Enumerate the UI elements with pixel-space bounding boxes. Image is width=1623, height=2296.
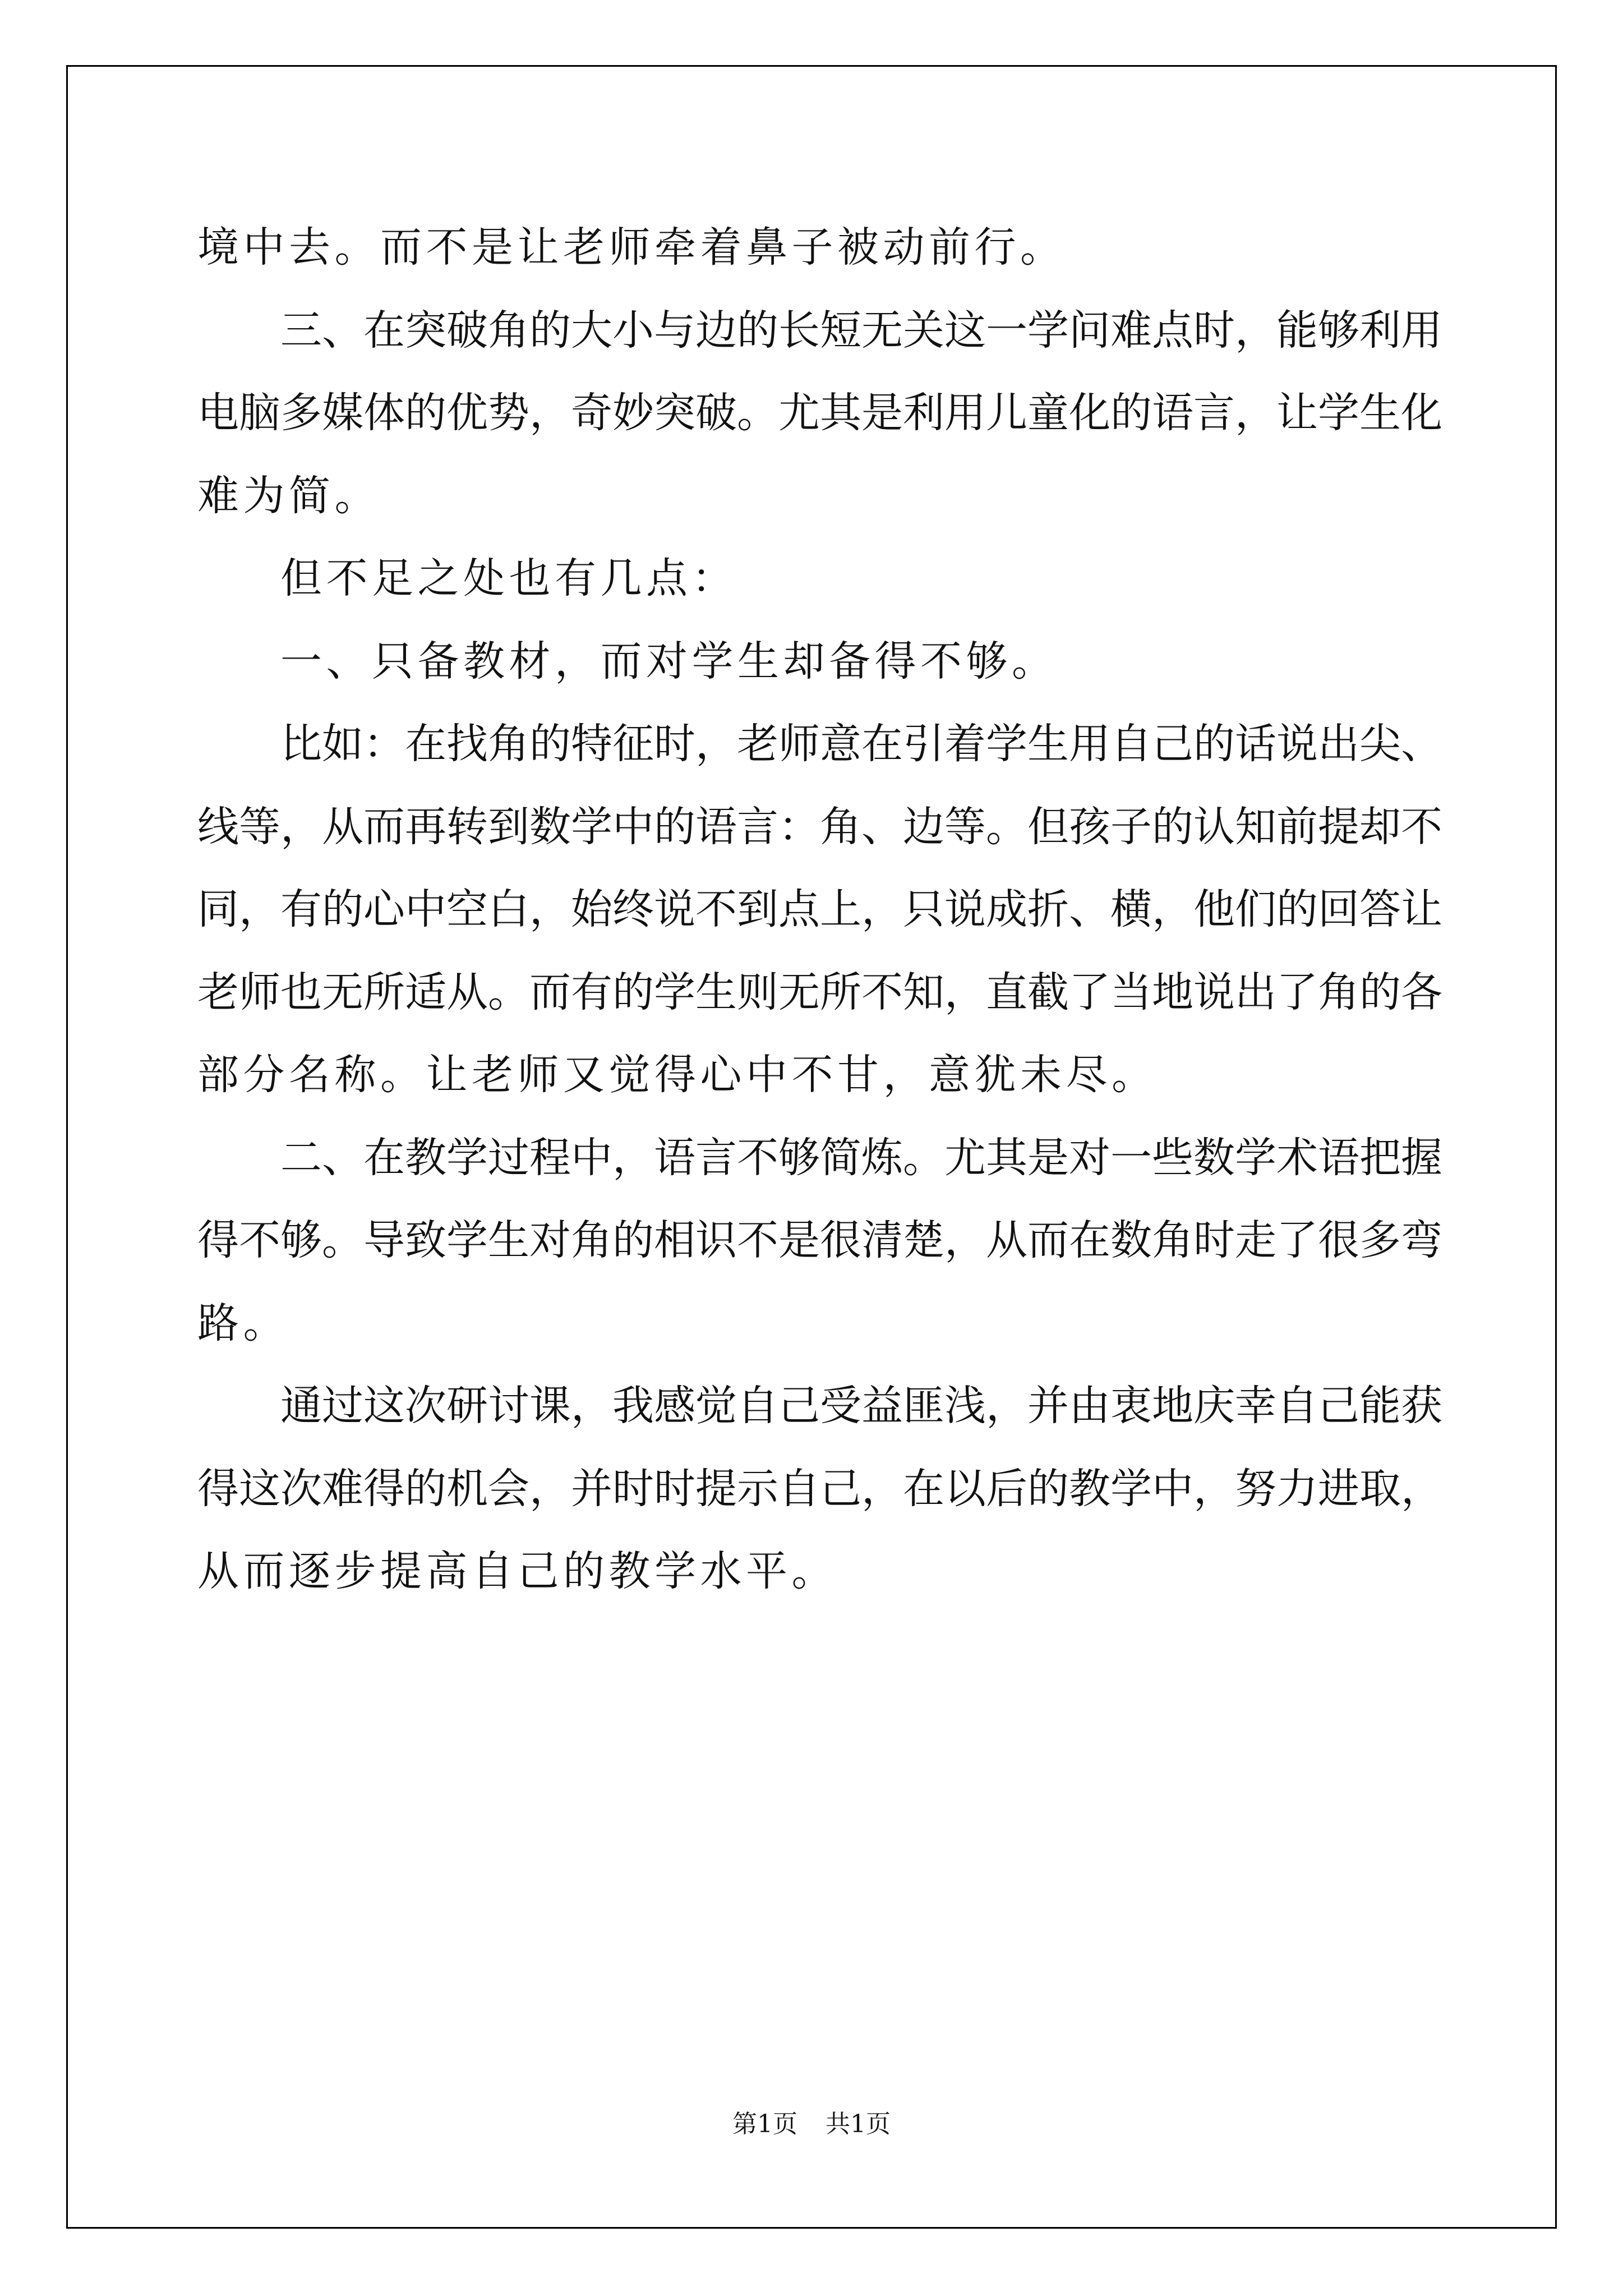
text-line: 比如：在找角的特征时，老师意在引着学生用自己的话说出尖、 bbox=[280, 720, 1442, 768]
text-line: 同，有的心中空白，始终说不到点上，只说成折、横，他们的回答让 bbox=[197, 885, 1442, 933]
text-line: 一、只备教材，而对学生却备得不够。 bbox=[280, 637, 1058, 685]
page-footer bbox=[0, 2104, 1623, 2139]
text-line: 部分名称。让老师又觉得心中不甘，意犹未尽。 bbox=[197, 1051, 1158, 1099]
text-line: 境中去。而不是让老师牵着鼻子被动前行。 bbox=[197, 223, 1066, 272]
text-line: 电脑多媒体的优势，奇妙突破。尤其是利用儿童化的语言，让学生化 bbox=[197, 389, 1442, 437]
text-line: 但不足之处也有几点： bbox=[280, 554, 737, 602]
text-line: 三、在突破角的大小与边的长短无关这一学问难点时，能够利用 bbox=[280, 306, 1442, 355]
page-total: 共1页 bbox=[826, 2110, 891, 2138]
text-line: 得不够。导致学生对角的相识不是很清楚，从而在数角时走了很多弯 bbox=[197, 1216, 1442, 1264]
document-body bbox=[197, 206, 1442, 1613]
text-line: 难为简。 bbox=[197, 471, 380, 520]
text-line: 从而逐步提高自己的教学水平。 bbox=[197, 1547, 837, 1595]
page-number: 第1页 bbox=[732, 2110, 797, 2138]
text-line: 老师也无所适从。而有的学生则无所不知，直截了当地说出了角的各 bbox=[197, 968, 1442, 1016]
text-line: 线等，从而再转到数学中的语言：角、边等。但孩子的认知前提却不 bbox=[197, 802, 1442, 851]
text-line: 路。 bbox=[197, 1299, 289, 1347]
text-line: 二、在教学过程中，语言不够简炼。尤其是对一些数学术语把握 bbox=[280, 1133, 1442, 1182]
text-line: 得这次难得的机会，并时时提示自己，在以后的教学中，努力进取， bbox=[197, 1464, 1442, 1513]
text-line: 通过这次研讨课，我感觉自己受益匪浅，并由衷地庆幸自己能获 bbox=[280, 1382, 1442, 1430]
